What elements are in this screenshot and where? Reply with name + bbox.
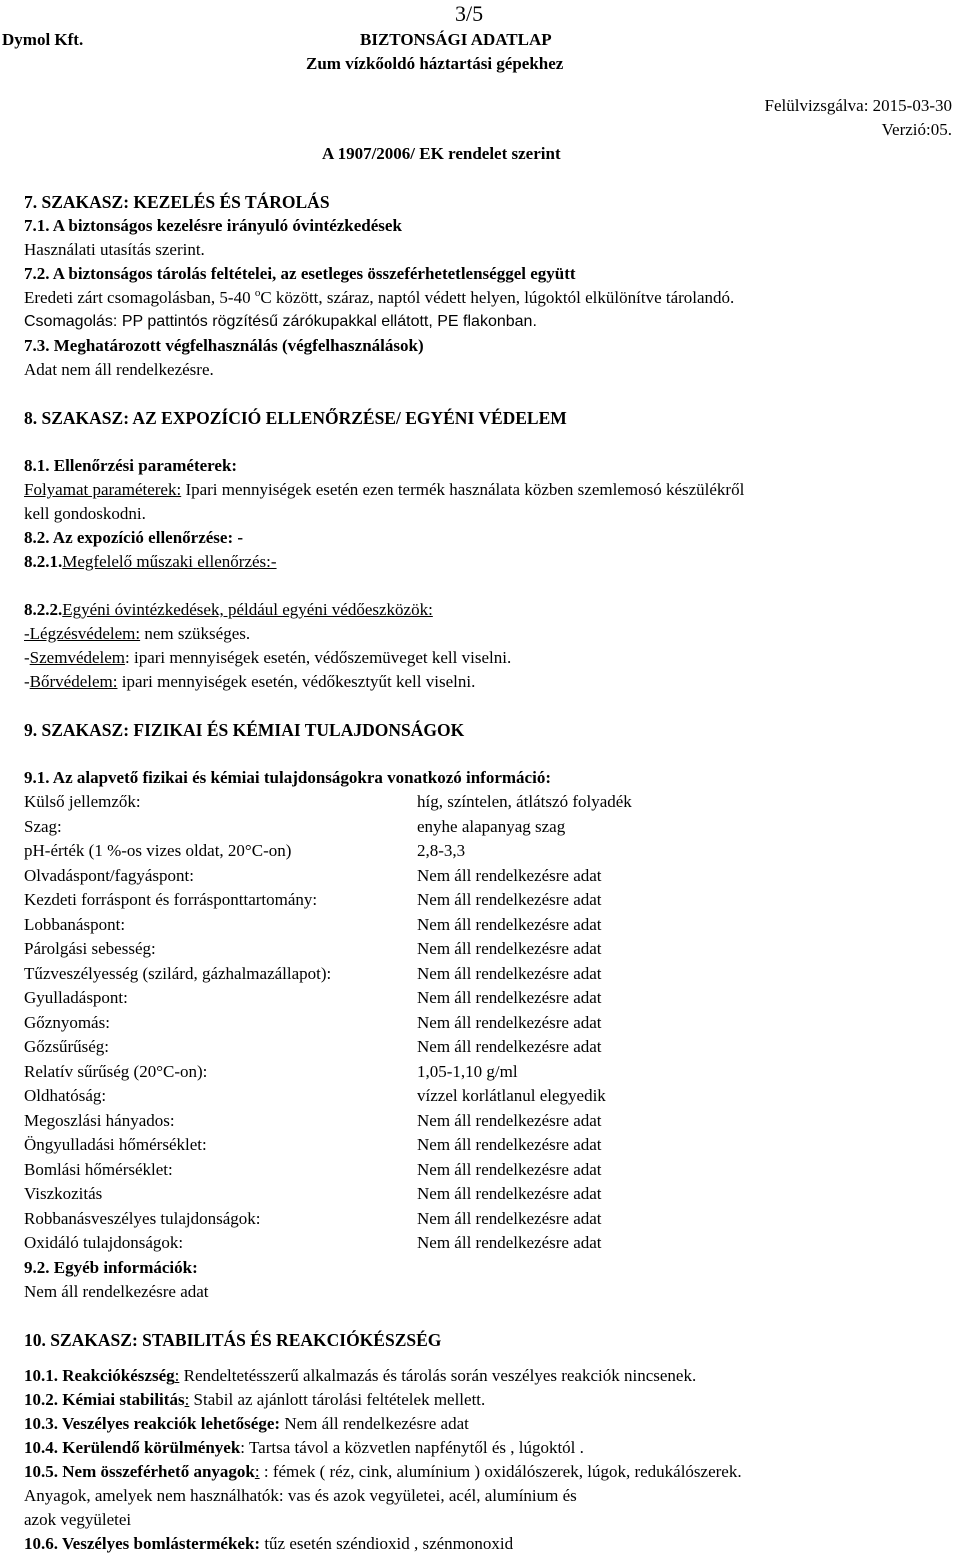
- section-10-5-cont: Anyagok, amelyek nem használhatók: vas és azok vegyületei, acél, alumínium és: [24, 1485, 577, 1505]
- property-label: Külső jellemzők:: [24, 792, 141, 811]
- section-7-3-text: Adat nem áll rendelkezésre.: [24, 360, 214, 379]
- property-value: Nem áll rendelkezésre adat: [417, 1012, 602, 1032]
- section-8-1-text: Folyamat paraméterek: Ipari mennyiségek esetén ezen termék használata közben szemlemosó készülékről: [24, 480, 745, 499]
- section-10-1: 10.1. Reakciókészség: Rendeltetésszerű alkalmazás és tárolás során veszélyes reakciók nincsenek.: [24, 1365, 697, 1385]
- property-value: híg, színtelen, átlátszó folyadék: [417, 792, 632, 811]
- property-value: Nem áll rendelkezésre adat: [417, 963, 602, 983]
- property-value: Nem áll rendelkezésre adat: [417, 1208, 602, 1228]
- property-value: Nem áll rendelkezésre adat: [417, 1037, 602, 1056]
- section-8-2-1: 8.2.1.Megfelelő műszaki ellenőrzés:-: [24, 552, 277, 571]
- property-label: Gőznyomás:: [24, 1012, 110, 1032]
- section-7-3-heading: 7.3. Meghatározott végfelhasználás (végfelhasználások): [24, 336, 424, 355]
- property-value: Nem áll rendelkezésre adat: [417, 914, 602, 934]
- section-10-title: 10. SZAKASZ: STABILITÁS ÉS REAKCIÓKÉSZSÉG: [24, 1329, 442, 1350]
- page-number: 3/5: [455, 1, 484, 26]
- document-subtitle: Zum vízkőoldó háztartási gépekhez: [306, 54, 564, 73]
- respiratory-protection: -Légzésvédelem: nem szükséges.: [24, 624, 251, 643]
- section-9-title: 9. SZAKASZ: FIZIKAI ÉS KÉMIAI TULAJDONSÁGOK: [24, 720, 465, 740]
- section-9-1-heading: 9.1. Az alapvető fizikai és kémiai tulajdonságokra vonatkozó információ:: [24, 768, 551, 787]
- section-8-2-heading: 8.2. Az expozíció ellenőrzése: -: [24, 528, 244, 547]
- section-8-title: 8. SZAKASZ: AZ EXPOZÍCIÓ ELLENŐRZÉSE/ EGYÉNI VÉDELEM: [24, 408, 567, 428]
- property-value: Nem áll rendelkezésre adat: [417, 1110, 602, 1130]
- revision-date: Felülvizsgálva: 2015-03-30: [764, 96, 952, 115]
- section-7-2-packaging: Csomagolás: PP pattintós rögzítésű zárókupakkal ellátott, PE flakonban.: [24, 313, 537, 330]
- property-label: Megoszlási hányados:: [24, 1110, 175, 1130]
- property-value: 2,8-3,3: [417, 841, 466, 860]
- properties-table: [24, 790, 936, 1256]
- section-10-6: 10.6. Veszélyes bomlástermékek: tűz esetén széndioxid , szénmonoxid: [24, 1533, 514, 1553]
- section-7-1-heading: 7.1. A biztonságos kezelésre irányuló óvintézkedések: [24, 216, 402, 235]
- property-value: enyhe alapanyag szag: [417, 816, 566, 836]
- document-body: [24, 190, 936, 1556]
- regulation: A 1907/2006/ EK rendelet szerint: [322, 144, 561, 163]
- section-7-2-text: Eredeti zárt csomagolásban, 5-40 $^o$C között, száraz, naptól védett helyen, lúgoktól elkülönítve tárolandó.: [24, 287, 735, 307]
- section-9-2-text: Nem áll rendelkezésre adat: [24, 1281, 209, 1301]
- version: Verzió:05.: [881, 120, 952, 139]
- eye-protection: -Szemvédelem: ipari mennyiségek esetén, védőszemüveget kell viselni.: [24, 648, 512, 667]
- property-value: 1,05-1,10 g/ml: [417, 1061, 518, 1081]
- property-value: Nem áll rendelkezésre adat: [417, 1233, 602, 1252]
- property-label: Lobbanáspont:: [24, 914, 126, 934]
- section-9-2-heading: 9.2. Egyéb információk:: [24, 1257, 198, 1277]
- property-value: Nem áll rendelkezésre adat: [417, 1159, 602, 1179]
- property-label: Kezdeti forráspont és forrásponttartomány:: [24, 890, 318, 909]
- property-value: Nem áll rendelkezésre adat: [417, 865, 602, 885]
- section-10-4: 10.4. Kerülendő körülmények: Tartsa távol a közvetlen napfénytől és , lúgoktól .: [24, 1437, 584, 1457]
- section-7-title: 7. SZAKASZ: KEZELÉS ÉS TÁROLÁS: [24, 192, 330, 212]
- section-8-2-2: 8.2.2.Egyéni óvintézkedések, például egyéni védőeszközök:: [24, 600, 433, 619]
- section-7-2-heading: 7.2. A biztonságos tárolás feltételei, az esetleges összeférhetetlenséggel együtt: [24, 264, 576, 283]
- section-8-1-heading: 8.1. Ellenőrzési paraméterek:: [24, 456, 238, 475]
- property-label: Viszkozitás: [24, 1184, 103, 1203]
- section-7-1-text: Használati utasítás szerint.: [24, 240, 205, 259]
- skin-protection: -Bőrvédelem: ipari mennyiségek esetén, védőkesztyűt kell viselni.: [24, 672, 476, 691]
- section-8-1-text-cont: kell gondoskodni.: [24, 504, 146, 523]
- property-label: Relatív sűrűség (20°C-on):: [24, 1061, 208, 1081]
- property-label: Olvadáspont/fagyáspont:: [24, 865, 194, 885]
- property-value: Nem áll rendelkezésre adat: [417, 939, 602, 958]
- property-label: pH-érték (1 %-os vizes oldat, 20°C-on): [24, 841, 292, 860]
- property-label: Gyulladáspont:: [24, 988, 128, 1007]
- property-label: Tűzveszélyesség (szilárd, gázhalmazállapot):: [24, 963, 332, 983]
- property-value: vízzel korlátlanul elegyedik: [417, 1086, 606, 1105]
- property-value: Nem áll rendelkezésre adat: [417, 1135, 602, 1154]
- section-10-3: 10.3. Veszélyes reakciók lehetősége: Nem áll rendelkezésre adat: [24, 1413, 469, 1433]
- property-value: Nem áll rendelkezésre adat: [417, 1184, 602, 1203]
- property-label: Robbanásveszélyes tulajdonságok:: [24, 1208, 261, 1228]
- property-label: Oldhatóság:: [24, 1086, 107, 1105]
- section-10-2: 10.2. Kémiai stabilitás: Stabil az ajánlott tárolási feltételek mellett.: [24, 1389, 486, 1409]
- property-label: Szag:: [24, 816, 62, 836]
- property-value: Nem áll rendelkezésre adat: [417, 988, 602, 1007]
- company-name: Dymol Kft.: [2, 30, 84, 49]
- section-10-5-cont2: azok vegyületei: [24, 1509, 132, 1529]
- property-label: Bomlási hőmérséklet:: [24, 1159, 173, 1179]
- section-10-5: 10.5. Nem összeférhető anyagok: : fémek ( réz, cink, alumínium ) oxidálószerek, lúgok, redukálószerek.: [24, 1461, 742, 1481]
- property-label: Oxidáló tulajdonságok:: [24, 1233, 184, 1252]
- property-value: Nem áll rendelkezésre adat: [417, 890, 602, 909]
- property-label: Öngyulladási hőmérséklet:: [24, 1135, 207, 1154]
- document-title: BIZTONSÁGI ADATLAP: [360, 30, 552, 49]
- property-label: Párolgási sebesség:: [24, 939, 156, 958]
- property-label: Gőzsűrűség:: [24, 1037, 109, 1056]
